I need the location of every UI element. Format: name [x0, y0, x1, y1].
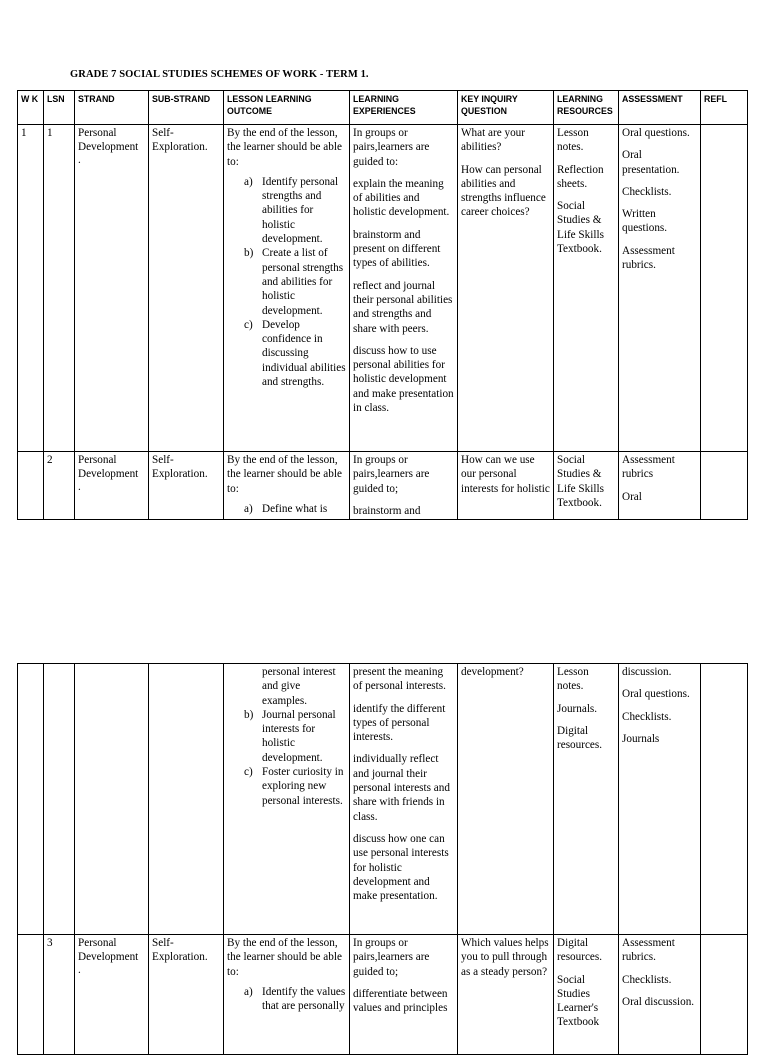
list-item — [227, 985, 346, 1014]
paragraph: discuss how to use personal abilities for holistic development and make presentation in class. — [353, 344, 454, 415]
cell-strand — [75, 125, 149, 452]
header-refl: REFL — [701, 91, 748, 125]
paragraph: What are your abilities? — [461, 127, 525, 154]
cell-resources — [554, 452, 619, 520]
table-row — [18, 125, 748, 452]
cell-experiences — [350, 125, 458, 452]
cell-outcome — [224, 125, 350, 452]
cell-refl — [701, 125, 748, 452]
paragraph: Oral presentation. — [622, 149, 680, 176]
list-marker: c) — [244, 766, 253, 779]
outcome-list — [227, 502, 346, 516]
cell-wk — [18, 664, 44, 935]
cell-refl — [701, 935, 748, 1055]
paragraph: In groups or pairs,learners are guided to; — [353, 937, 430, 978]
cell-question — [458, 935, 554, 1055]
schemes-table — [17, 90, 748, 520]
outcome-intro: By the end of the lesson, the learner should be able to: — [227, 454, 342, 495]
paragraph: Oral questions. — [622, 688, 690, 701]
strand-text: Personal Development — [78, 454, 139, 481]
outcome-list — [227, 985, 346, 1014]
table-row — [18, 935, 748, 1055]
paragraph: brainstorm and — [353, 504, 421, 517]
paragraph: brainstorm and present on different types of abilities. — [353, 228, 441, 270]
outcome-list — [227, 708, 346, 808]
cell-substrand: Self-Exploration. — [149, 125, 224, 452]
paragraph: In groups or pairs,learners are guided to; — [353, 454, 430, 495]
table-row — [18, 664, 748, 935]
cell-assessment — [619, 935, 701, 1055]
paragraph: How can we use our personal interests for holistic — [461, 454, 550, 495]
cell-outcome — [224, 452, 350, 520]
table-row — [18, 452, 748, 520]
strand-dot: . — [78, 153, 81, 166]
outcome-list — [227, 175, 346, 389]
page-title: GRADE 7 SOCIAL STUDIES SCHEMES OF WORK - TERM 1. — [70, 69, 369, 80]
cell-question — [458, 664, 554, 935]
paragraph: differentiate between values and principles — [353, 987, 448, 1015]
header-assessment: ASSESSMENT — [619, 91, 701, 125]
cell-assessment — [619, 125, 701, 452]
paragraph: In groups or pairs,learners are guided to: — [353, 127, 430, 168]
list-marker: a) — [244, 175, 253, 188]
paragraph: Assessment rubrics. — [622, 937, 675, 964]
list-text: Journal personal interests for holistic development. — [262, 708, 336, 764]
header-resources: LEARNING RESOURCES — [554, 91, 619, 125]
cell-resources — [554, 125, 619, 452]
paragraph: Lesson notes. — [557, 127, 589, 154]
cell-wk — [18, 452, 44, 520]
paragraph: discuss how one can use personal interests for holistic development and make presentation. — [353, 832, 449, 903]
cell-question — [458, 125, 554, 452]
paragraph: Social Studies & Life Skills Textbook. — [557, 454, 604, 509]
list-text: Create a list of personal strengths and abilities for holistic development. — [262, 247, 344, 317]
list-marker: b) — [244, 247, 254, 260]
paragraph: Which values helps you to pull through as a steady person? — [461, 937, 549, 978]
paragraph: Journals — [622, 732, 660, 745]
paragraph: explain the meaning of abilities and holistic development. — [353, 177, 450, 219]
list-item — [227, 175, 346, 246]
cell-refl — [701, 664, 748, 935]
list-marker: a) — [244, 502, 253, 515]
list-item — [227, 765, 346, 808]
list-item — [227, 502, 346, 516]
cell-wk: 1 — [18, 125, 44, 452]
paragraph: development? — [461, 666, 524, 678]
cell-outcome — [224, 664, 350, 935]
cell-strand — [75, 452, 149, 520]
strand-dot: . — [78, 480, 81, 493]
cell-lsn: 2 — [44, 452, 75, 520]
header-strand: STRAND — [75, 91, 149, 125]
paragraph: Written questions. — [622, 208, 668, 235]
list-marker: a) — [244, 985, 253, 998]
cell-assessment — [619, 664, 701, 935]
cell-experiences — [350, 935, 458, 1055]
strand-text: Personal Development — [78, 937, 139, 964]
cell-lsn: 3 — [44, 935, 75, 1055]
header-row — [18, 91, 748, 125]
paragraph: Lesson notes. — [557, 666, 589, 693]
paragraph: individually reflect and journal their personal interests and share with friends in class. — [353, 753, 450, 823]
list-text: Foster curiosity in exploring new personal interests. — [262, 766, 344, 807]
list-text: Identify personal strengths and abilities for holistic development. — [262, 175, 339, 246]
list-marker: c) — [244, 318, 253, 331]
cell-wk — [18, 935, 44, 1055]
list-item — [227, 318, 346, 389]
strand-text: Personal Development — [78, 127, 139, 154]
paragraph: Social Studies Learner's Textbook — [557, 973, 600, 1029]
paragraph: reflect and journal their personal abilities and strengths and share with peers. — [353, 279, 453, 335]
cell-outcome — [224, 935, 350, 1055]
cell-resources — [554, 935, 619, 1055]
paragraph: Digital resources. — [557, 724, 603, 752]
paragraph: Journals. — [557, 702, 598, 715]
list-marker: b) — [244, 708, 254, 721]
list-text: Develop confidence in discussing individual abilities and strengths. — [262, 318, 346, 389]
cell-refl — [701, 452, 748, 520]
cell-experiences — [350, 664, 458, 935]
paragraph: Assessment rubrics. — [622, 244, 675, 272]
list-item — [227, 246, 346, 317]
cell-strand — [75, 935, 149, 1055]
header-wk: W K — [18, 91, 44, 125]
paragraph: Assessment rubrics — [622, 454, 675, 481]
cell-strand — [75, 664, 149, 935]
list-text: Define what is — [262, 502, 328, 515]
list-text: Identify the values that are personally — [262, 985, 346, 1013]
header-experiences: LEARNING EXPERIENCES — [350, 91, 458, 125]
cell-lsn — [44, 664, 75, 935]
paragraph: Oral questions. — [622, 127, 690, 139]
outcome-intro: By the end of the lesson, the learner should be able to: — [227, 937, 342, 978]
paragraph: How can personal abilities and strengths influence career choices? — [461, 163, 546, 219]
paragraph: Oral — [622, 490, 642, 503]
cell-assessment — [619, 452, 701, 520]
paragraph: Digital resources. — [557, 937, 603, 964]
schemes-table-continued — [17, 663, 748, 1055]
outcome-continued: personal interest and give examples. — [262, 666, 336, 707]
paragraph: present the meaning of personal interests. — [353, 666, 446, 693]
paragraph: Oral discussion. — [622, 995, 695, 1008]
cell-resources — [554, 664, 619, 935]
cell-substrand: Self-Exploration. — [149, 935, 224, 1055]
paragraph: identify the different types of personal interests. — [353, 702, 446, 744]
paragraph: Checklists. — [622, 710, 672, 723]
header-outcome: LESSON LEARNING OUTCOME — [224, 91, 350, 125]
outcome-intro: By the end of the lesson, the learner should be able to: — [227, 127, 342, 168]
cell-substrand: Self-Exploration. — [149, 452, 224, 520]
cell-question — [458, 452, 554, 520]
header-question: KEY INQUIRY QUESTION — [458, 91, 554, 125]
paragraph: Checklists. — [622, 185, 672, 198]
cell-experiences — [350, 452, 458, 520]
list-item — [227, 708, 346, 765]
cell-substrand — [149, 664, 224, 935]
strand-dot: . — [78, 963, 81, 976]
header-substrand: SUB-STRAND — [149, 91, 224, 125]
paragraph: discussion. — [622, 666, 672, 678]
paragraph: Checklists. — [622, 973, 672, 986]
paragraph: Reflection sheets. — [557, 163, 604, 190]
header-lsn: LSN — [44, 91, 75, 125]
paragraph: Social Studies & Life Skills Textbook. — [557, 200, 604, 256]
cell-lsn: 1 — [44, 125, 75, 452]
